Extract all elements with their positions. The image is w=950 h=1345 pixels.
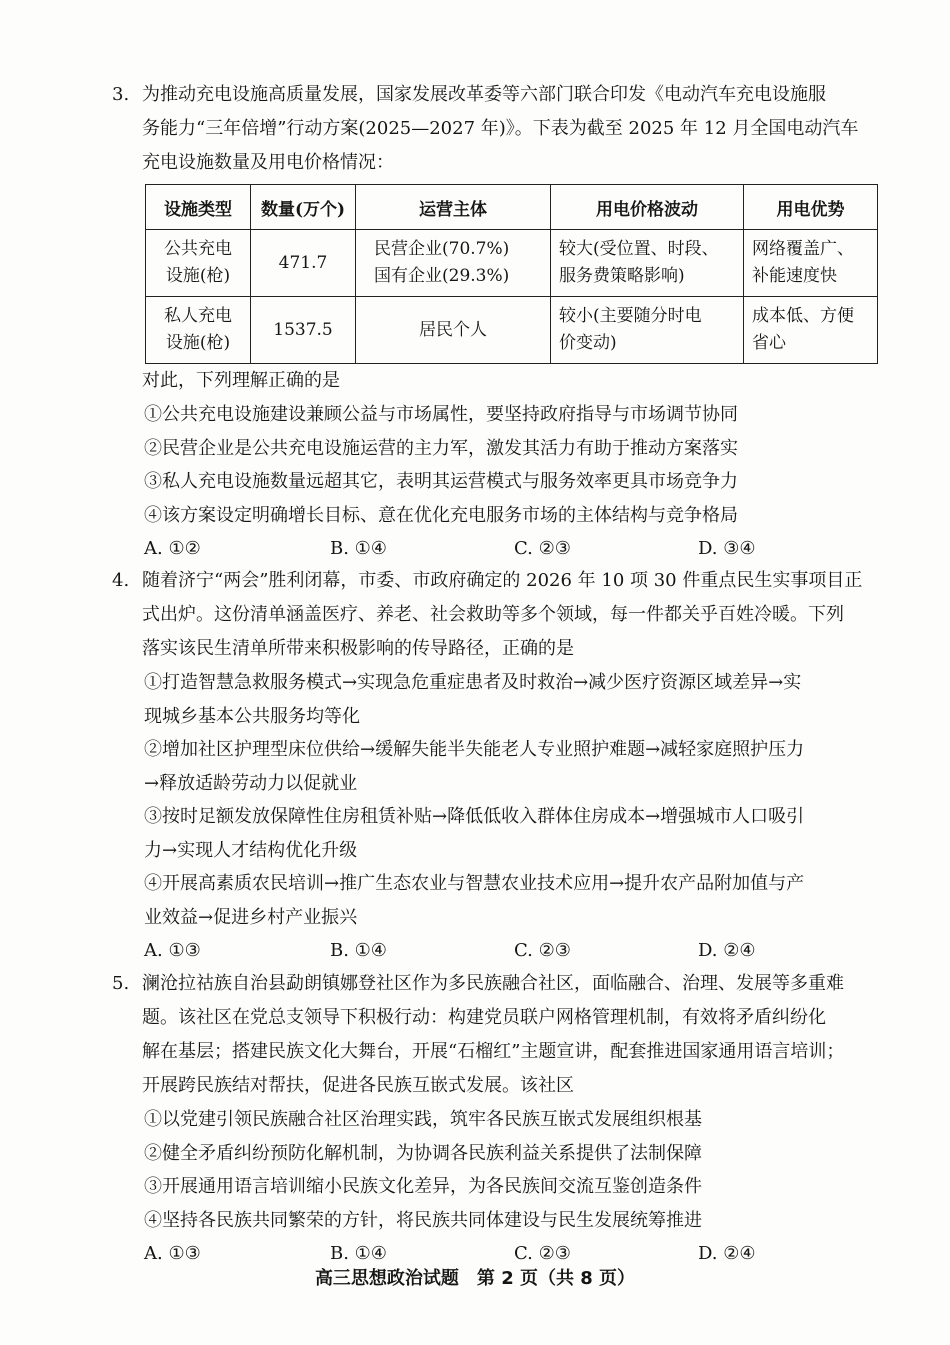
choice-c[interactable]: C. ②③ [514, 1243, 571, 1264]
choice-d[interactable]: D. ③④ [698, 538, 756, 559]
advantage-cell [744, 230, 878, 297]
stem-line: 充电设施数量及用电价格情况： [142, 152, 394, 173]
question-number: 3. [112, 84, 130, 105]
cell-line: 较大(受位置、时段、 [559, 239, 719, 259]
choice-b[interactable]: B. ①④ [330, 940, 387, 961]
advantage-cell [744, 297, 878, 364]
option-4: ④坚持各民族共同繁荣的方针，将民族共同体建设与民生发展统筹推进 [144, 1209, 702, 1231]
question-4 [112, 564, 888, 968]
question-number: 4. [112, 570, 130, 591]
question-5 [112, 967, 888, 1271]
stem-line: 落实该民生清单所带来积极影响的传导路径，正确的是 [142, 638, 574, 659]
cell-line: 设施(枪) [165, 333, 231, 353]
type-cell [146, 230, 251, 297]
choice-a[interactable]: A. ①③ [144, 1243, 201, 1264]
answer-choices [118, 934, 888, 968]
header-cell: 用电价格波动 [551, 185, 744, 230]
type-cell [146, 297, 251, 364]
question-number: 5. [112, 973, 130, 994]
option-1-cont: 现城乡基本公共服务均等化 [144, 705, 360, 727]
choice-b[interactable]: B. ①④ [330, 538, 387, 559]
price-cell [551, 230, 744, 297]
header-cell: 设施类型 [146, 185, 251, 230]
cell-line: 国有企业(29.3%) [374, 266, 510, 286]
charging-facility-table [145, 184, 878, 364]
operator-cell [356, 230, 551, 297]
question-stem [118, 967, 888, 1103]
option-4: ④开展高素质农民培训→推广生态农业与智慧农业技术应用→提升农产品附加值与产 [144, 873, 805, 894]
count-cell: 1537.5 [251, 297, 356, 364]
option-2: ②增加社区护理型床位供给→缓解失能半失能老人专业照护难题→减轻家庭照护压力 [144, 739, 805, 760]
choice-a[interactable]: A. ①③ [144, 940, 201, 961]
cell-line: 价变动) [559, 333, 617, 353]
table-header-row [146, 185, 878, 230]
cell-line: 成本低、方便 [752, 306, 854, 326]
option-3: ③私人充电设施数量远超其它，表明其运营模式与服务效率更具市场竞争力 [144, 471, 738, 492]
choice-d[interactable]: D. ②④ [698, 1243, 756, 1264]
count-cell: 471.7 [251, 230, 356, 297]
option-3: ③按时足额发放保障性住房租赁补贴→降低低收入群体住房成本→增强城市人口吸引 [144, 806, 805, 827]
stem-line: 务能力“三年倍增”行动方案(2025—2027 年)》。下表为截至 2025 年 12 月全国电动汽车 [142, 118, 859, 139]
price-cell [551, 297, 744, 364]
header-cell: 用电优势 [744, 185, 878, 230]
cell-line: 公共充电 [164, 239, 232, 259]
choice-d[interactable]: D. ②④ [698, 940, 756, 961]
cell-line: 私人充电 [164, 306, 232, 326]
option-1: ①以党建引领民族融合社区治理实践，筑牢各民族互嵌式发展组织根基 [144, 1109, 702, 1130]
cell-line: 较小(主要随分时电 [559, 306, 702, 326]
cell-line: 居民个人 [419, 319, 487, 340]
stem-line: 为推动充电设施高质量发展，国家发展改革委等六部门联合印发《电动汽车充电设施服 [142, 84, 826, 105]
choice-b[interactable]: B. ①④ [330, 1243, 387, 1264]
question-3 [112, 78, 888, 180]
stem-line: 解在基层；搭建民族文化大舞台，开展“石榴红”主题宣讲，配套推进国家通用语言培训； [142, 1041, 845, 1062]
option-1: ①公共充电设施建设兼顾公益与市场属性，要坚持政府指导与市场调节协同 [144, 404, 738, 425]
stem-line: 开展跨民族结对帮扶，促进各民族互嵌式发展。该社区 [142, 1075, 574, 1096]
option-4-cont: 业效益→促进乡村产业振兴 [144, 906, 358, 928]
choice-a[interactable]: A. ①② [144, 538, 201, 559]
option-3-cont: 力→实现人才结构优化升级 [144, 839, 358, 861]
choice-c[interactable]: C. ②③ [514, 538, 571, 559]
answer-choices [118, 532, 888, 566]
header-cell: 数量(万个) [251, 185, 356, 230]
question-stem [118, 564, 888, 666]
question-stem [118, 78, 888, 180]
header-cell: 运营主体 [356, 185, 551, 230]
stem-line: 澜沧拉祜族自治县勐朗镇娜登社区作为多民族融合社区，面临融合、治理、发展等多重难 [142, 973, 844, 994]
question-3-options [118, 364, 888, 566]
cell-line: 省心 [752, 333, 786, 353]
cell-line: 民营企业(70.7%) [374, 239, 510, 259]
operator-cell [356, 297, 551, 364]
stem-line: 式出炉。这份清单涵盖医疗、养老、社会救助等多个领域，每一件都关乎百姓冷暖。下列 [142, 604, 844, 625]
stem-line: 题。该社区在党总支领导下积极行动：构建党员联户网格管理机制，有效将矛盾纠纷化 [142, 1007, 826, 1028]
page-footer: 高三思想政治试题 第 2 页（共 8 页） [314, 1268, 636, 1289]
option-2: ②民营企业是公共充电设施运营的主力军，激发其活力有助于推动方案落实 [144, 437, 738, 459]
cell-line: 网络覆盖广、 [752, 239, 854, 259]
question-prompt: 对此，下列理解正确的是 [142, 370, 340, 391]
table-row [146, 297, 878, 364]
choice-c[interactable]: C. ②③ [514, 940, 571, 961]
cell-line: 补能速度快 [752, 266, 837, 286]
option-2-cont: →释放适龄劳动力以促就业 [144, 772, 358, 794]
option-3: ③开展通用语言培训缩小民族文化差异，为各民族间交流互鉴创造条件 [144, 1176, 702, 1197]
option-2: ②健全矛盾纠纷预防化解机制，为协调各民族利益关系提供了法制保障 [144, 1142, 702, 1164]
option-4: ④该方案设定明确增长目标、意在优化充电服务市场的主体结构与竞争格局 [144, 504, 738, 526]
table-row [146, 230, 878, 297]
stem-line: 随着济宁“两会”胜利闭幕，市委、市政府确定的 2026 年 10 项 30 件重点民生实事项目正 [142, 570, 863, 591]
cell-line: 设施(枪) [165, 266, 231, 286]
cell-line: 服务费策略影响) [559, 266, 685, 286]
option-1: ①打造智慧急救服务模式→实现急危重症患者及时救治→减少医疗资源区域差异→实 [144, 672, 802, 693]
